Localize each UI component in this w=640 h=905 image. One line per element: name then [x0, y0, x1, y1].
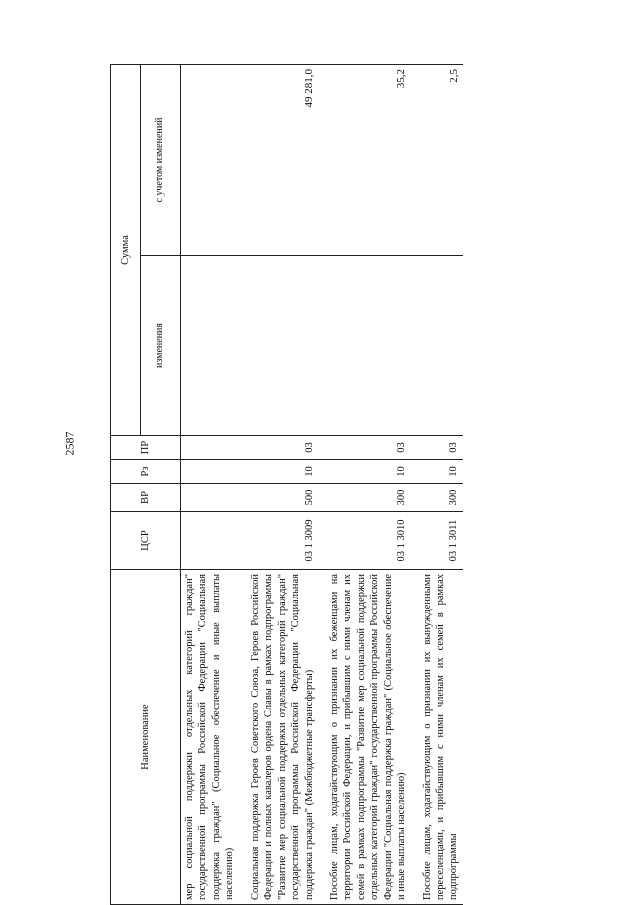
- header-with-changes: с учетом изменений: [141, 64, 181, 255]
- row-change: [318, 256, 411, 436]
- row-name: Пособие лицам, ходатайствующим о признании их вынужденными переселенцами, и прибывшим с ними членам их семей в рамках подпрограммы: [411, 570, 463, 905]
- budget-table: [110, 64, 463, 905]
- header-change: изменения: [141, 256, 181, 436]
- row-csr: 03 1 3009: [239, 512, 318, 570]
- row-vr: 300: [411, 484, 463, 512]
- header-sum: Сумма: [111, 64, 141, 435]
- table-row: [181, 64, 239, 904]
- row-total: 49 281,0: [239, 64, 318, 255]
- rotated-budget-table-container: [110, 65, 590, 905]
- row-vr: 500: [239, 484, 318, 512]
- table-row: [411, 64, 463, 904]
- table-row: [318, 64, 411, 904]
- row-pr: [181, 436, 239, 460]
- row-rz: 10: [318, 460, 411, 484]
- table-row: [239, 64, 318, 904]
- page-number: 2587: [62, 431, 77, 456]
- row-pr: 03: [411, 436, 463, 460]
- row-rz: 10: [239, 460, 318, 484]
- row-vr: 300: [318, 484, 411, 512]
- row-vr: [181, 484, 239, 512]
- row-total: 35,2: [318, 64, 411, 255]
- row-name: Пособие лицам, ходатайствующим о признании их беженцами на территории Российской Федерации, и прибывшим с ними членам их семей в рамках подпрограммы "Развитие мер социальной поддержки отдельных категорий граждан" государственной программы Российской Федерации "Социальная поддержка граждан" (Социальное обеспечение и иные выплаты населению): [318, 570, 411, 905]
- header-vr: ВР: [111, 484, 181, 512]
- row-name: Социальная поддержка Героев Советского Союза, Героев Российской Федерации и полных кавалеров ордена Славы в рамках подпрограммы "Развитие мер социальной поддержки отдельных категорий граждан" государственной программы Российской Федерации "Социальная поддержка граждан" (Межбюджетные трансферты): [239, 570, 318, 905]
- row-rz: 10: [411, 460, 463, 484]
- header-name: Наименование: [111, 570, 181, 905]
- row-change: [181, 256, 239, 436]
- row-name: мер социальной поддержки отдельных категорий граждан" государственной программы Российской Федерации "Социальная поддержка граждан" (Социальное обеспечение и иные выплаты населению): [181, 570, 239, 905]
- row-rz: [181, 460, 239, 484]
- row-change: [239, 256, 318, 436]
- header-pr: ПР: [111, 436, 181, 460]
- row-change: [411, 256, 463, 436]
- row-pr: 03: [318, 436, 411, 460]
- row-csr: 03 1 3011: [411, 512, 463, 570]
- row-total: [181, 64, 239, 255]
- row-total: 2,5: [411, 64, 463, 255]
- row-pr: 03: [239, 436, 318, 460]
- header-rz: Рз: [111, 460, 181, 484]
- row-csr: [181, 512, 239, 570]
- row-csr: 03 1 3010: [318, 512, 411, 570]
- header-csr: ЦСР: [111, 512, 181, 570]
